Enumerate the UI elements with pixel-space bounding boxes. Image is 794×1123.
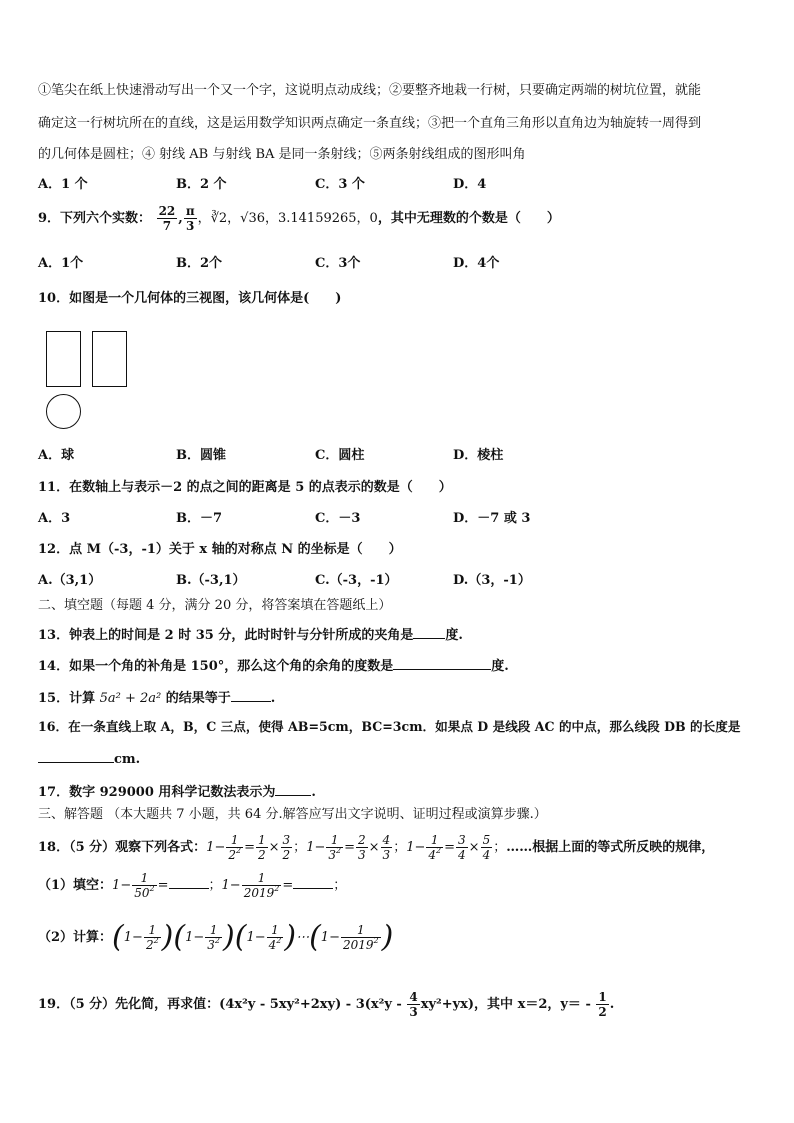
q18-identity-3: 1− $\frac{1}{4^2}$ = $\frac{3}{4}$ × $\frac{5}{4}$: [406, 833, 491, 862]
q18-suffix: ……根据上面的等式所反映的规律，: [506, 840, 715, 855]
q17-text: 17．数字 929000 用科学记数法表示为: [38, 785, 276, 800]
q19-stem: [38, 985, 614, 1025]
q18-part-2: [38, 918, 393, 958]
q18-product-expression: (1− $\frac{1}{2^2}$ )(1− $\frac{1}{3^2}$ )(1− $\frac{1}{4^2}$ )⋯(1− $\frac{1}{2019^2}$ ): [112, 919, 394, 955]
q9-option-c[interactable]: C．3个: [315, 256, 361, 271]
q9-frac2-den: 3: [186, 219, 195, 233]
q13-unit: 度.: [445, 628, 463, 643]
q15-text: 15．计算: [38, 691, 96, 706]
q10-option-b[interactable]: B．圆锥: [176, 448, 226, 463]
q9-option-d[interactable]: D．4个: [453, 256, 500, 271]
q8-option-b[interactable]: B．2 个: [176, 177, 227, 192]
q9-prefix: 9．下列六个实数：: [38, 211, 152, 226]
q14-answer-blank[interactable]: [393, 655, 491, 670]
q9-option-b[interactable]: B．2个: [176, 256, 223, 271]
q11-option-c[interactable]: C．－3: [315, 511, 361, 526]
q10-option-a[interactable]: A．球: [38, 448, 75, 463]
q18-stem: 18．（5 分）观察下列各式：1− $\frac{1}{2^2}$ = $\frac{1}{2}$ × $\frac{3}{2}$ ；1− $\frac{1}{3^2}$ = $\frac{2}{3}$ × $\frac{4}{3}$ ；1− $\frac{1}{4^2}$ = $\frac{3}{4}$ × $\frac{5}{4}$ ；……根据上面的等式所反映的规律，: [38, 833, 715, 862]
statement-line-2: 确定这一行树坑所在的直线，这是运用数学知识两点确定一条直线；③把一个直角三角形以直角边为轴旋转一周得到: [38, 116, 702, 131]
q9-suffix: ，其中无理数的个数是（ ）: [377, 211, 560, 226]
q17-stem: [38, 781, 316, 802]
q13-answer-blank[interactable]: [413, 624, 445, 639]
q14-unit: 度.: [491, 659, 509, 674]
q14-stem: [38, 655, 509, 676]
side-view-rectangle: [92, 331, 127, 387]
q16-answer-blank[interactable]: [38, 748, 114, 763]
q9-numbers: ，∛2，√36，3.14159265，0: [197, 211, 378, 226]
q18-identity-1: 1− $\frac{1}{2^2}$ = $\frac{1}{2}$ × $\frac{3}{2}$: [206, 833, 291, 862]
front-view-rectangle: [46, 331, 81, 387]
q9-frac1-den: 7: [162, 219, 172, 233]
q9-option-a[interactable]: A．1个: [38, 256, 84, 271]
section-3-heading: 三、解答题 （本大题共 7 小题，共 64 分.解答应写出文字说明、证明过程或演算步骤.）: [38, 807, 547, 822]
q12-option-a[interactable]: A.（3,1）: [38, 573, 102, 588]
top-view-circle: [46, 394, 81, 429]
q11-stem: 11．在数轴上与表示－2 的点之间的距离是 5 的点表示的数是（ ）: [38, 480, 452, 495]
q12-option-d[interactable]: D.（3，-1）: [453, 573, 531, 588]
q18-part-2-label: （2）计算：: [38, 930, 113, 945]
q9-frac2-num: π: [185, 204, 195, 218]
q18-part-1-label: （1）填空：: [38, 878, 113, 893]
q15-stem: [38, 687, 275, 708]
statement-line-3: 的几何体是圆柱；④ 射线 AB 与射线 BA 是同一条射线；⑤两条射线组成的图形叫角: [38, 147, 526, 162]
q18-blank-1[interactable]: [169, 874, 209, 889]
q18-blank-2[interactable]: [293, 874, 333, 889]
q16-stem: 16．在一条直线上取 A，B，C 三点，使得 AB=5cm，BC=3cm．如果点 D 是线段 AC 的中点，那么线段 DB 的长度是: [38, 719, 741, 734]
q19-text-2: xy²+yx)，其中 x＝2，y＝ -: [420, 997, 591, 1012]
q15-answer-blank[interactable]: [231, 687, 271, 702]
q18-part-1: （1）填空：1− $\frac{1}{50^2}$ = ；1− $\frac{1}{2019^2}$ = ；: [38, 871, 347, 900]
q15-expression: 5a² + 2a²: [99, 691, 162, 706]
q9-stem: 9．下列六个实数： $\frac{22}{7}$ , $\frac{\pi}{3}$ ，∛2，√36，3.14159265，0，其中无理数的个数是（ ）: [38, 204, 560, 233]
q12-option-c[interactable]: C.（-3，-1）: [315, 573, 398, 588]
q13-text: 13．钟表上的时间是 2 时 35 分，此时时针与分针所成的夹角是: [38, 628, 414, 643]
q11-option-b[interactable]: B．－7: [176, 511, 223, 526]
q12-stem: 12．点 M（-3，-1）关于 x 轴的对称点 N 的坐标是（ ）: [38, 542, 402, 557]
q10-stem: 10．如图是一个几何体的三视图，该几何体是( ): [38, 291, 342, 306]
q19-half-den: 2: [598, 1005, 607, 1019]
q8-option-a[interactable]: A．1 个: [38, 177, 88, 192]
q17-period: .: [311, 785, 316, 800]
q18-prefix: 18．（5 分）观察下列各式：: [38, 840, 207, 855]
q8-option-d[interactable]: D．4: [453, 177, 487, 192]
q18-identity-2: 1− $\frac{1}{3^2}$ = $\frac{2}{3}$ × $\frac{4}{3}$: [306, 833, 391, 862]
q9-frac1-num: 22: [158, 204, 176, 218]
q19-text-1: 19．（5 分）先化简，再求值：(4x²y - 5xy²+2xy) - 3(x²y -: [38, 997, 402, 1012]
q16-line-2: [38, 748, 140, 769]
q17-answer-blank[interactable]: [275, 781, 311, 796]
q19-frac-num: 4: [409, 990, 418, 1004]
q19-frac-den: 3: [409, 1005, 418, 1019]
statement-line-1: ①笔尖在纸上快速滑动写出一个又一个字，这说明点动成线；②要整齐地栽一行树，只要确定两端的树坑位置，就能: [38, 83, 702, 98]
q19-half-num: 1: [598, 990, 607, 1004]
section-2-heading: 二、填空题（每题 4 分，满分 20 分，将答案填在答题纸上）: [38, 598, 392, 613]
q15-text-2: 的结果等于: [165, 691, 231, 706]
q12-option-b[interactable]: B.（-3,1）: [176, 573, 246, 588]
q16-unit: cm.: [114, 752, 141, 767]
q19-period: .: [609, 997, 615, 1012]
q10-option-c[interactable]: C．圆柱: [315, 448, 365, 463]
q11-option-a[interactable]: A．3: [38, 511, 71, 526]
q14-text: 14．如果一个角的补角是 150°，那么这个角的余角的度数是: [38, 659, 394, 674]
q8-option-c[interactable]: C．3 个: [315, 177, 365, 192]
q10-option-d[interactable]: D．棱柱: [453, 448, 504, 463]
q13-stem: [38, 624, 463, 645]
q15-period: .: [270, 691, 276, 706]
q11-option-d[interactable]: D．－7 或 3: [453, 511, 531, 526]
